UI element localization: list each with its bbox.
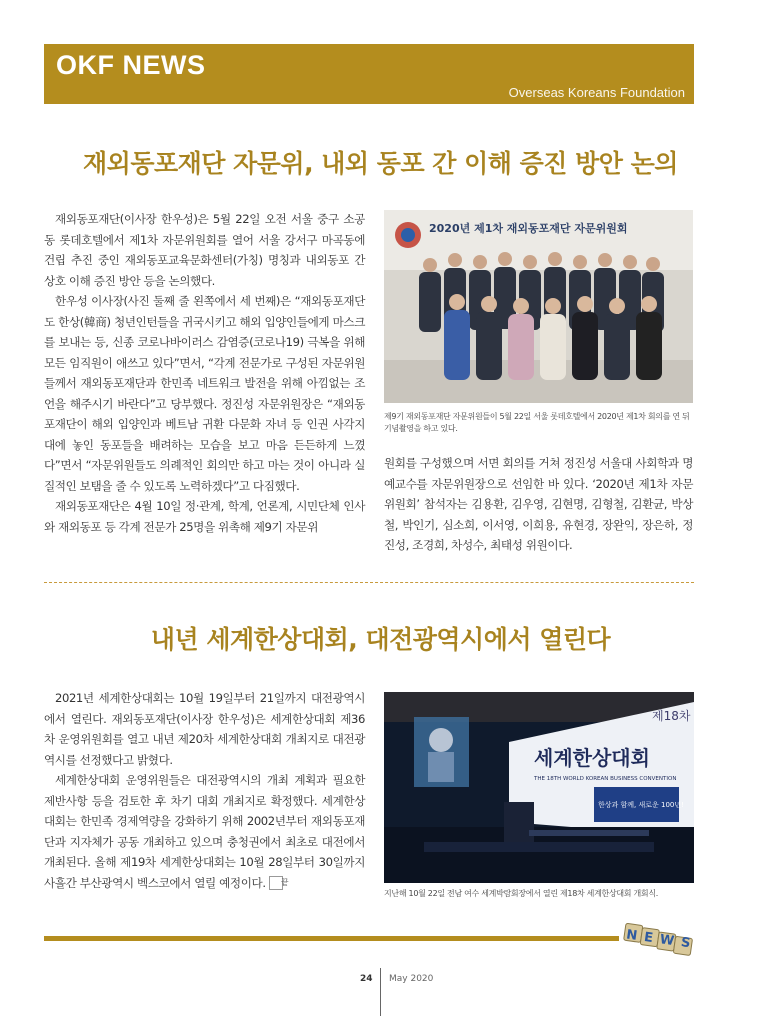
- footer-divider: [380, 968, 381, 1016]
- stage-title-text: 세계한상대회: [534, 746, 650, 770]
- okf-news-header: [44, 44, 694, 104]
- issue-date: May 2020: [389, 974, 434, 984]
- header-subtitle: Overseas Koreans Foundation: [508, 85, 685, 100]
- article2-paragraph-text: 세계한상대회 운영위원들은 대전광역시의 개최 계획과 필요한 제반사항 등을 검토한 후 차기 대회 개최지로 확정했다. 세계한상대회는 한민족 경제역량을 강화하기 위해 2002년부터 재외동포재단과 지자체가 공동 개최하고 있으며 충청권에서 최초로 대전에서 개최된다. 올해 제19차 세계한상대회는 10월 28일부터 30일까지 사흘간 부산광역시 벡스코에서 열릴 예정이다.: [44, 773, 365, 890]
- stage-small-text: 제18차: [652, 709, 691, 723]
- article1-headline: 재외동포재단 자문위, 내외 동포 간 이해 증진 방안 논의: [83, 149, 678, 178]
- stage-subtitle-text: THE 18TH WORLD KOREAN BUSINESS CONVENTION: [534, 776, 677, 782]
- article1-photo-caption: 제9기 재외동포재단 자문위원들이 5월 22일 서울 롯데호텔에서 2020년 제1차 회의를 연 뒤 기념촬영을 하고 있다.: [384, 412, 690, 433]
- article1-group-photo: [384, 210, 693, 403]
- news-badge-icon: [620, 920, 698, 960]
- article1-paragraph: 재외동포재단은 4월 10일 정·관계, 학계, 언론계, 시민단체 인사와 재외동포 등 각계 전문가 25명을 위촉해 제9기 자문위: [44, 499, 365, 534]
- group-photo-illustration: [384, 210, 693, 403]
- article1-paragraph: 한우성 이사장(사진 둘째 줄 왼쪽에서 세 번째)은 “재외동포재단도 한상(韓商) 청년인턴들을 귀국시키고 해외 입양인들에게 마스크를 보내는 등, 신종 코로나바이러스 감염증(코로나19) 극복을 위해 모든 임직원이 애쓰고 있다”면서, “각계 전문가로 구성된 자문위원들께서 재외동포재단과 한민족 네트워크 발전을 위해 아낌없는 조언을 해주시기 바란다”고 당부했다. 정진성 자문위원장은 “재외동포재단이 해외 입양인과 베트남 귀환 다문화 자녀 등 인권 사각지대에 놓인 동포들을 배려하는 모습을 보고 마음 든든하게 느꼈다”면서 “자문위원들도 의례적인 회의만 하고 마는 것이 아니라 실질적인 보탬을 줄 수 있도록 노력하겠다”고 다짐했다.: [44, 294, 365, 493]
- article2-left-column: [44, 688, 365, 893]
- header-title: OKF NEWS: [56, 50, 206, 80]
- article1-paragraph: 재외동포재단(이사장 한우성)은 5월 22일 오전 서울 중구 소공동 롯데호텔에서 제1차 자문위원회를 열어 서울 강서구 마곡동에 건립 추진 중인 재외동포교육문화센터(가칭) 명칭과 내외동포 간 상호 이해 증진 방안 등을 논의했다.: [44, 212, 365, 288]
- photo-banner-text: 2020년 제1차 재외동포재단 자문위원회: [429, 222, 628, 235]
- article2-paragraph: 2021년 세계한상대회는 10월 19일부터 21일까지 대전광역시에서 열린다. 재외동포재단(이사장 한우성)은 세계한상대회 제36차 운영위원회를 열고 내년 제20차 세계한상대회 개최지로 대전광역시를 선정했다고 밝혔다.: [44, 691, 365, 767]
- article2-convention-photo: [384, 692, 694, 883]
- article1-left-column: [44, 209, 365, 537]
- page-number: 24: [360, 974, 373, 984]
- stage-slogan-text: 한상과 함께, 새로운 100년!: [598, 801, 684, 809]
- end-mark-icon: 끝: [269, 876, 283, 890]
- news-badge-text: NEWS: [625, 927, 698, 953]
- convention-photo-illustration: [384, 692, 694, 883]
- article2-headline: 내년 세계한상대회, 대전광역시에서 열린다: [150, 625, 611, 654]
- article1-paragraph: 원회를 구성했으며 서면 회의를 거쳐 정진성 서울대 사회학과 명예교수를 자문위원장으로 선임한 바 있다. ‘2020년 제1차 자문위원회’ 참석자는 김용환, 김우영, 김현명, 김형철, 김환균, 박상철, 박인기, 심소희, 이서영, 이희용, 유현경, 장완익, 장은하, 정진성, 조경희, 차성수, 최태성 위원이다.: [384, 456, 693, 552]
- article2-paragraph: [44, 770, 365, 893]
- article1-right-column: [384, 453, 693, 556]
- section-divider: [44, 582, 694, 583]
- article2-photo-caption: 지난해 10월 22일 전남 여수 세계박람회장에서 열린 제18차 세계한상대회 개회식.: [384, 889, 659, 898]
- footer-accent-bar: [44, 936, 619, 941]
